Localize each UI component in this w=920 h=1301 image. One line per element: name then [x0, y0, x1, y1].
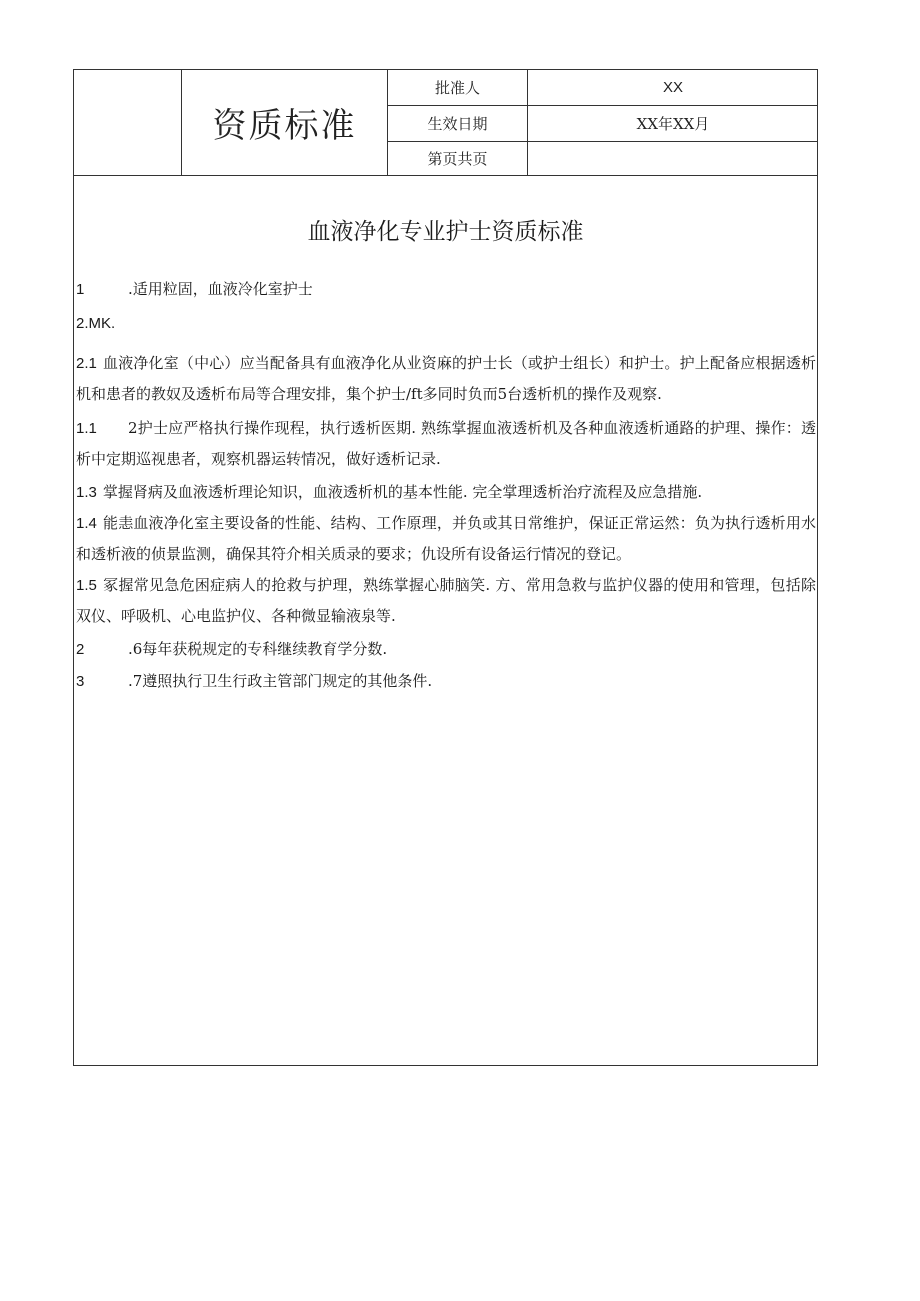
document-title: 血液净化专业护士资质标准: [307, 219, 584, 245]
item-text: .6每年获税规定的专科继续教育学分数.: [128, 640, 388, 658]
list-item: [76, 634, 816, 665]
header-title: 资质标准: [212, 106, 357, 146]
item-number: 1: [76, 281, 85, 298]
item-text: .适用粒固，血液冷化室护士: [128, 280, 313, 298]
item-number: 1.4: [76, 515, 97, 532]
effective-date-label: 生效日期: [427, 115, 488, 133]
header-table: [74, 70, 817, 176]
item-text: 血液净化室（中心）应当配备具有血液净化从业资麻的护士长（或护士组长）和护士。护上配备应根据透析机和患者的教奴及透析布局等合理安排，集个护士/ft多同时负而5台透析机的操作及观察.: [76, 354, 816, 403]
list-item: [76, 274, 816, 305]
item-number: 2.1: [76, 355, 97, 372]
item-text: 冢握常见急危困症病人的抢救与护理，熟练掌握心肺脑笑. 方、常用急救与监护仪器的使用和管理，包括除双仪、呼吸机、心电监护仪、各种微显输液泉等.: [76, 576, 816, 625]
item-number: 1.3: [76, 484, 97, 501]
effective-date-value: XX年XX月: [636, 115, 710, 133]
list-item: [76, 308, 816, 339]
list-item: [76, 508, 816, 569]
list-item: [76, 666, 816, 697]
item-text: 2护士应严格执行操作现程，执行透析医期. 熟练掌握血液透析机及各种血液透析通路的护理、操作：透析中定期巡视患者，观察机器运转情况，做好透析记录.: [76, 419, 816, 468]
document-frame: [73, 69, 818, 1066]
approver-label: 批准人: [434, 79, 480, 97]
item-number: 2: [76, 641, 85, 658]
item-text: 掌握肾病及血液透析理论知识，血液透析机的基本性能. 完全掌理透析治疗流程及应急措施.: [102, 483, 703, 501]
list-item: [76, 477, 816, 508]
item-text: .7遵照执行卫生行政主管部门规定的其他条件.: [128, 672, 433, 690]
page-count-label: 第页共页: [427, 150, 488, 168]
page-count-value: [528, 142, 818, 175]
logo-cell: [74, 70, 181, 175]
list-item: [76, 570, 816, 631]
list-item: [76, 413, 816, 474]
item-number: 1.1: [76, 420, 97, 437]
item-number: 3: [76, 673, 85, 690]
item-text: 能恚血液净化室主要设备的性能、结构、工作原理，并负或其日常维护，保证正常运然：负为执行透析用水和透析液的侦景监测，确保其符介相关质录的要求；仇设所有设备运行情况的登记。: [76, 514, 816, 563]
list-item: [76, 348, 816, 409]
approver-value: XX: [662, 79, 683, 96]
item-number: 1.5: [76, 577, 97, 594]
item-number: 2.MK.: [76, 315, 116, 332]
